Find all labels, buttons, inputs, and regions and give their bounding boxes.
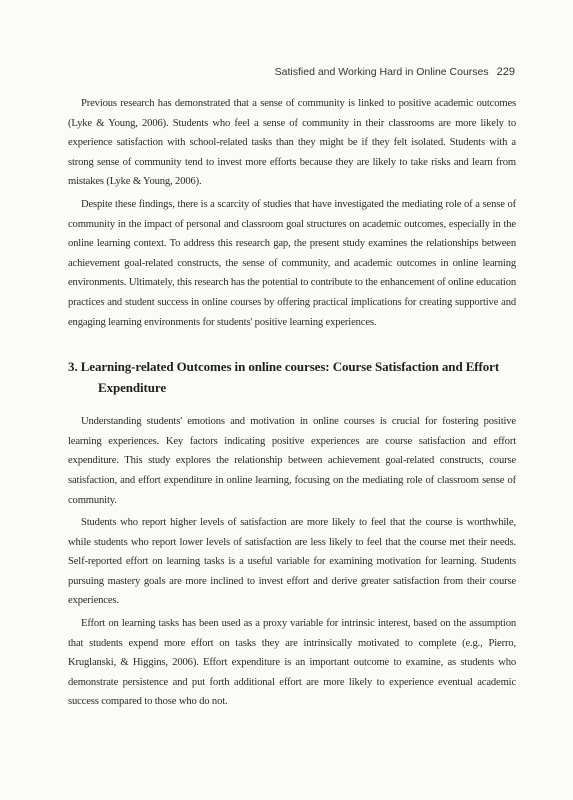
paragraph: Effort on learning tasks has been used as a proxy variable for intrinsic interest, based on the assumption that students expend more effort on tasks they are intrinsically motivated to complete (e.g., Pierro, Kruglanski, & Higgins, 2006). Effort expenditure is an important outcome to examine, as students who demonstrate persistence and put forth additional effort are more likely to experience eventual academic success compared to those who do not.	[68, 618, 516, 708]
paragraph: Understanding students' emotions and motivation in online courses is crucial for fostering positive learning experiences. Key factors indicating positive experiences are course satisfaction and effort expenditure. This study explores the relationship between achievement goal-related constructs, course satisfaction, and effort expenditure in online learning, focusing on the mediating role of classroom sense of community.	[68, 416, 516, 506]
section-heading: 3. Learning-related Outcomes in online courses: Course Satisfaction and Effort Expenditure	[68, 359, 500, 396]
running-header	[275, 66, 515, 78]
paragraph: Students who report higher levels of satisfaction are more likely to feel that the course is worthwhile, while students who report lower levels of satisfaction are less likely to feel that the course met their needs. Self-reported effort on learning tasks is a useful variable for examining motivation for learning. Students pursuing mastery goals are more inclined to invest effort and derive greater satisfaction from their course experiences.	[68, 517, 516, 607]
paragraph: Previous research has demonstrated that a sense of community is linked to positive academic outcomes (Lyke & Young, 2006). Students who feel a sense of community in their classrooms are more likely to experience satisfaction with school-related tasks than they might be if they felt isolated. Students with a strong sense of community tend to invest more efforts because they are likely to take risks and learn from mistakes (Lyke & Young, 2006).	[68, 98, 516, 188]
page-number: 229	[496, 66, 515, 78]
paragraph: Despite these findings, there is a scarcity of studies that have investigated the mediating role of a sense of community in the impact of personal and classroom goal structures on academic outcomes, especially in the online learning context. To address this research gap, the present study examines the relationships between achievement goal-related constructs, the sense of community, and academic outcomes in online learning environments. Ultimately, this research has the potential to contribute to the enhancement of online education practices and student success in online courses by offering practical implications for creating supportive and engaging learning environments for students' positive learning experiences.	[68, 198, 516, 328]
body-text	[68, 94, 516, 715]
running-title: Satisfied and Working Hard in Online Courses	[274, 66, 489, 78]
